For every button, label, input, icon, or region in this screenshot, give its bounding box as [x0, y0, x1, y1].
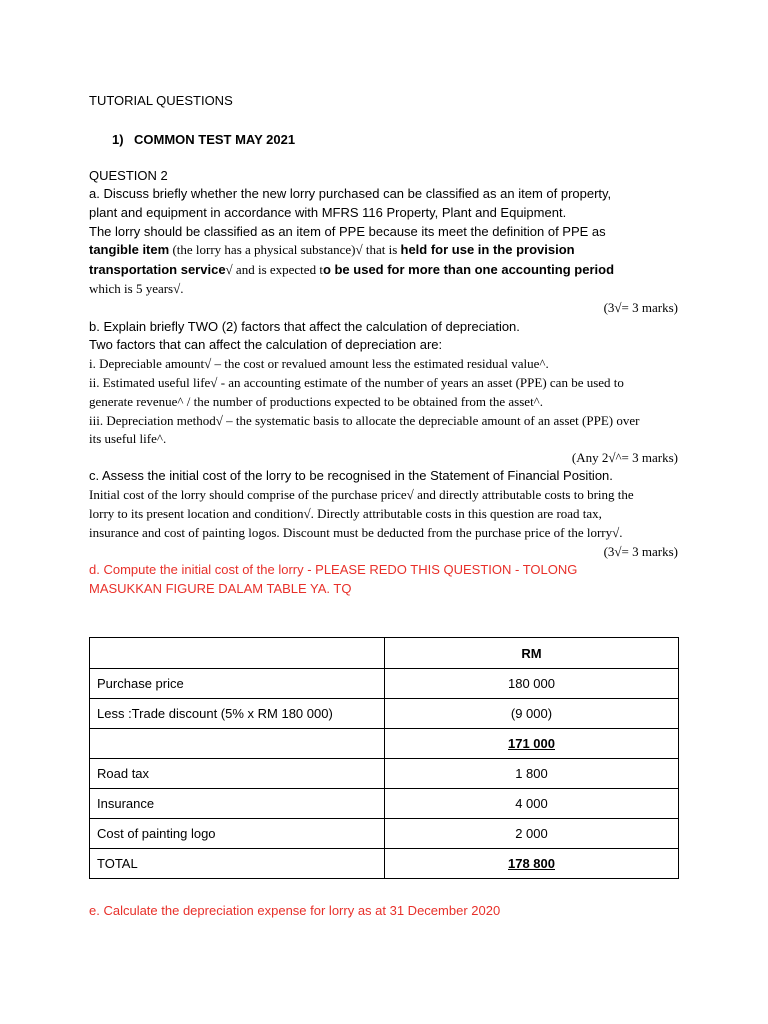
part-b-marks: (Any 2√^= 3 marks): [571, 450, 678, 465]
part-a-answer-line4: which is 5 years√.: [89, 281, 184, 296]
part-c-answer-line3: insurance and cost of painting logos. Discount must be deducted from the purchase price of the lorry√.: [89, 525, 623, 540]
part-a-bold-transport: transportation service: [89, 262, 226, 277]
subtotal-value: 171 000: [385, 729, 679, 759]
part-a-answer-line1: The lorry should be classified as an item of PPE because its meet the definition of PPE as: [89, 224, 606, 239]
part-b-question: b. Explain briefly TWO (2) factors that affect the calculation of depreciation.: [89, 319, 520, 334]
part-b-item3-line2: its useful life^.: [89, 431, 167, 446]
part-a-answer-line2: [89, 241, 689, 259]
table-row: [90, 729, 679, 759]
initial-cost-table: [89, 637, 679, 879]
table-row: [90, 759, 679, 789]
part-c-marks: (3√= 3 marks): [603, 544, 678, 559]
row-value: (9 000): [385, 699, 679, 729]
row-label: Purchase price: [90, 669, 385, 699]
row-label: Road tax: [90, 759, 385, 789]
part-b-item1: i. Depreciable amount√ – the cost or revalued amount less the estimated residual value^.: [89, 356, 549, 371]
part-a-question-line1: a. Discuss briefly whether the new lorry purchased can be classified as an item of property,: [89, 186, 612, 201]
row-label: [90, 729, 385, 759]
table-header-row: [90, 638, 679, 669]
row-label: Insurance: [90, 789, 385, 819]
part-a-serif-expected: √ and is expected t: [225, 262, 323, 277]
part-a-answer-line3: [89, 261, 689, 279]
section-number: 1): [112, 132, 124, 147]
row-value: 4 000: [385, 789, 679, 819]
row-value: 1 800: [385, 759, 679, 789]
part-c-answer-line2: lorry to its present location and condition√. Directly attributable costs in this question are road tax,: [89, 506, 602, 521]
table-row: [90, 789, 679, 819]
part-b-item2-line1: ii. Estimated useful life√ - an accounting estimate of the number of years an asset (PPE) can be used to: [89, 375, 624, 390]
section-title: COMMON TEST MAY 2021: [134, 132, 296, 147]
part-a-bold-held: held for use in the provision: [400, 242, 575, 257]
part-a-bold-period: o be used for more than one accounting period: [322, 262, 615, 277]
row-value: 2 000: [385, 819, 679, 849]
row-label: Less :Trade discount (5% x RM 180 000): [90, 699, 385, 729]
header-label-cell: [90, 638, 385, 669]
part-c-question: c. Assess the initial cost of the lorry to be recognised in the Statement of Financial Position.: [89, 468, 613, 483]
row-label: Cost of painting logo: [90, 819, 385, 849]
part-b-item2-line2: generate revenue^ / the number of productions expected to be obtained from the asset^.: [89, 394, 544, 409]
table-row: [90, 849, 679, 879]
table-row: [90, 819, 679, 849]
part-e-question: e. Calculate the depreciation expense for lorry as at 31 December 2020: [89, 903, 501, 918]
table-row: [90, 669, 679, 699]
header-rm-cell: RM: [385, 638, 679, 669]
part-b-item3-line1: iii. Depreciation method√ – the systematic basis to allocate the depreciable amount of an asset (PPE) over: [89, 413, 640, 428]
part-a-bold-tangible: tangible item: [89, 242, 170, 257]
part-c-answer-line1: Initial cost of the lorry should comprise of the purchase price√ and directly attributable costs to bring the: [89, 487, 634, 502]
document-title: TUTORIAL QUESTIONS: [89, 93, 233, 108]
part-a-marks: (3√= 3 marks): [603, 300, 678, 315]
table-row: [90, 699, 679, 729]
total-label: TOTAL: [90, 849, 385, 879]
question-label: QUESTION 2: [89, 168, 168, 183]
part-d-question-line2: MASUKKAN FIGURE DALAM TABLE YA. TQ: [89, 581, 352, 596]
part-d-question-line1: d. Compute the initial cost of the lorry - PLEASE REDO THIS QUESTION - TOLONG: [89, 562, 578, 577]
total-value: 178 800: [385, 849, 679, 879]
part-b-intro: Two factors that can affect the calculation of depreciation are:: [89, 337, 443, 352]
row-value: 180 000: [385, 669, 679, 699]
part-a-question-line2: plant and equipment in accordance with MFRS 116 Property, Plant and Equipment.: [89, 205, 567, 220]
part-a-serif-physical: (the lorry has a physical substance)√ that is: [169, 242, 401, 257]
